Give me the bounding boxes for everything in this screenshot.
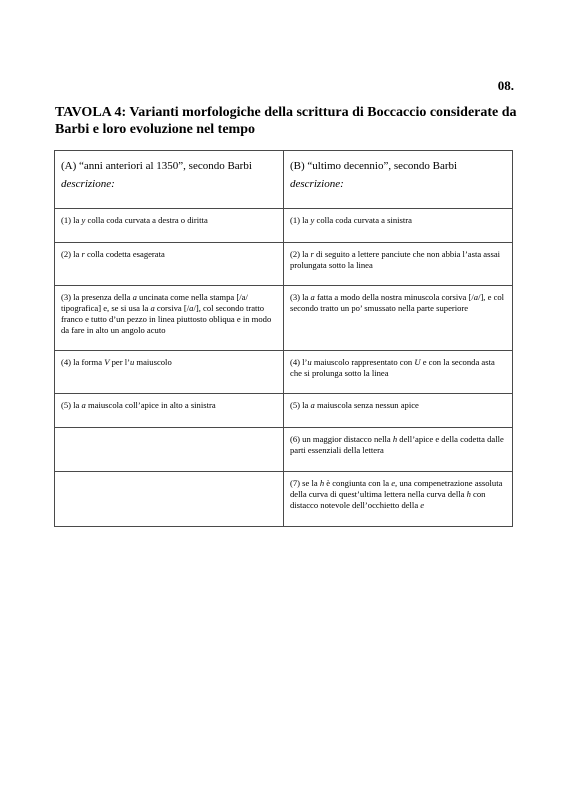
cell-column-a: (4) la forma V per l’u maiuscolo bbox=[55, 351, 284, 394]
cell-column-a: (2) la r colla codetta esagerata bbox=[55, 243, 284, 286]
page-number: 08. bbox=[497, 78, 514, 93]
table-row bbox=[55, 394, 513, 428]
header-column-b bbox=[284, 151, 513, 209]
italic-letter: e bbox=[420, 500, 425, 510]
italic-letter: a bbox=[132, 292, 137, 302]
italic-letter: U bbox=[414, 357, 421, 367]
italic-letter: h bbox=[392, 434, 398, 444]
italic-letter: r bbox=[81, 249, 85, 259]
cell-column-b: (5) la a maiuscola senza nessun apice bbox=[284, 394, 513, 428]
cell-column-a: (3) la presenza della a uncinata come nella stampa [/a/ tipografica] e, se si usa la a corsiva [/a/], col secondo tratto franco e tutto d’un pezzo in linea piuttosto obliqua e in modo da fare in alto un angolo acuto bbox=[55, 286, 284, 351]
cell-column-b: (4) l’u maiuscolo rappresentato con U e con la seconda asta che si prolunga sotto la linea bbox=[284, 351, 513, 394]
italic-letter: a bbox=[310, 292, 315, 302]
header-label: (A) “anni anteriori al 1350”, secondo Barbi bbox=[61, 160, 252, 172]
italic-letter: a bbox=[473, 292, 479, 302]
italic-letter: u bbox=[307, 357, 312, 367]
cell-column-b: (2) la r di seguito a lettere panciute che non abbia l’asta assai prolungata sotto la linea bbox=[284, 243, 513, 286]
italic-letter: a bbox=[310, 400, 315, 410]
table-row bbox=[55, 472, 513, 527]
header-sublabel: descrizione: bbox=[61, 178, 115, 190]
cell-column-a-empty bbox=[55, 472, 284, 527]
italic-letter: a bbox=[189, 303, 194, 313]
italic-letter: h bbox=[319, 478, 325, 488]
table-row bbox=[55, 243, 513, 286]
header-label: (B) “ultimo decennio”, secondo Barbi bbox=[290, 160, 458, 172]
italic-letter: a bbox=[81, 400, 86, 410]
header-column-a bbox=[55, 151, 284, 209]
cell-column-b: (6) un maggior distacco nella h dell’apice e della codetta dalle parti essenziali della lettera bbox=[284, 428, 513, 472]
italic-letter: r bbox=[310, 249, 314, 259]
cell-column-b: (7) se la h è congiunta con la e, una compenetrazione assoluta della curva di quest’ultima lettera nella curva della h con distacco notevole dell’occhietto della e bbox=[284, 472, 513, 527]
table-row bbox=[55, 428, 513, 472]
italic-letter: h bbox=[466, 489, 471, 499]
table-title: TAVOLA 4: Varianti morfologiche della scrittura di Boccaccio considerate da Barbi e loro evoluzione nel tempo bbox=[55, 105, 517, 137]
table-row bbox=[55, 209, 513, 243]
cell-column-b: (3) la a fatta a modo della nostra minuscola corsiva [/a/], e col secondo tratto un po’ smussato nella parte superiore bbox=[284, 286, 513, 351]
italic-letter: y bbox=[310, 215, 315, 225]
italic-letter: V bbox=[104, 357, 110, 367]
italic-letter: y bbox=[81, 215, 86, 225]
italic-letter: a bbox=[150, 303, 155, 313]
table-header-row bbox=[55, 151, 513, 209]
italic-letter: e bbox=[391, 478, 396, 488]
cell-column-a: (5) la a maiuscola coll’apice in alto a sinistra bbox=[55, 394, 284, 428]
cell-column-a: (1) la y colla coda curvata a destra o diritta bbox=[55, 209, 284, 243]
cell-column-b: (1) la y colla coda curvata a sinistra bbox=[284, 209, 513, 243]
header-sublabel: descrizione: bbox=[290, 178, 344, 190]
table-row bbox=[55, 286, 513, 351]
table-row bbox=[55, 351, 513, 394]
italic-letter: u bbox=[129, 357, 135, 367]
variants-table bbox=[54, 150, 513, 527]
cell-column-a-empty bbox=[55, 428, 284, 472]
